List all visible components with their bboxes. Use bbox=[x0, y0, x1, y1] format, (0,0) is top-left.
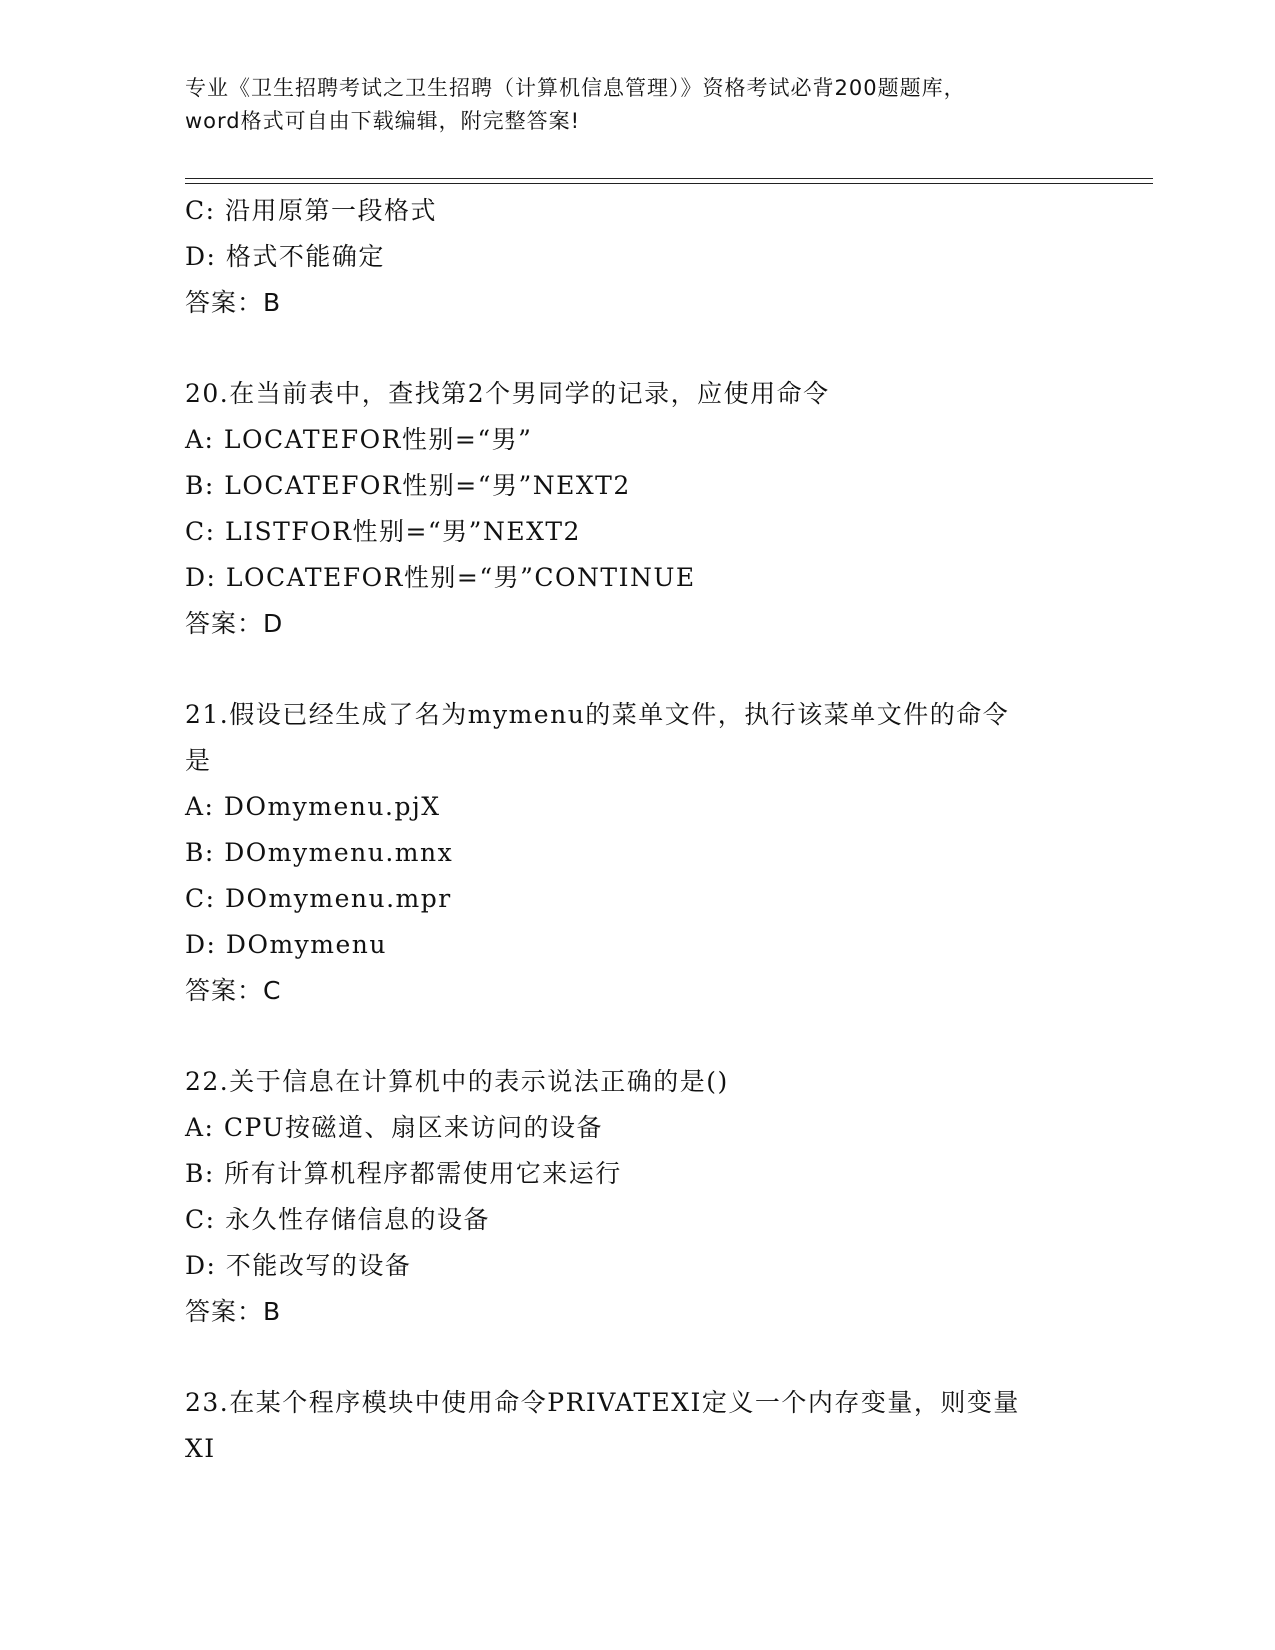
option-d: D: DOmymenu bbox=[185, 930, 387, 959]
question-stem: 22.关于信息在计算机中的表示说法正确的是() bbox=[185, 1067, 729, 1096]
option-b: B: LOCATEFOR性别=“男”NEXT2 bbox=[185, 471, 631, 500]
option-d: D: 格式不能确定 bbox=[185, 242, 385, 271]
question-stem-line-1: 23.在某个程序模块中使用命令PRIVATEXI定义一个内存变量，则变量 bbox=[185, 1388, 1020, 1417]
header-title-line-1: 专业《卫生招聘考试之卫生招聘（计算机信息管理）》资格考试必背200题题库， bbox=[185, 76, 966, 100]
answer-line: 答案：B bbox=[185, 1297, 282, 1326]
option-c: C: DOmymenu.mpr bbox=[185, 884, 452, 913]
option-d: D: LOCATEFOR性别=“男”CONTINUE bbox=[185, 563, 696, 592]
answer-line: 答案：C bbox=[185, 976, 282, 1005]
option-a: A: CPU按磁道、扇区来访问的设备 bbox=[185, 1113, 604, 1142]
option-c: C: 沿用原第一段格式 bbox=[185, 196, 437, 225]
document-header bbox=[185, 72, 1085, 138]
spacer bbox=[185, 1014, 1085, 1059]
question-list bbox=[185, 188, 1085, 1472]
question-stem-line-2: 是 bbox=[185, 746, 212, 775]
spacer bbox=[185, 647, 1085, 692]
header-divider-bottom bbox=[185, 183, 1153, 184]
option-d: D: 不能改写的设备 bbox=[185, 1251, 412, 1280]
question-stem: 20.在当前表中，查找第2个男同学的记录，应使用命令 bbox=[185, 379, 830, 408]
option-a: A: DOmymenu.pjX bbox=[185, 792, 441, 821]
option-a: A: LOCATEFOR性别=“男” bbox=[185, 425, 533, 454]
question-stem-line-1: 21.假设已经生成了名为mymenu的菜单文件，执行该菜单文件的命令 bbox=[185, 700, 1010, 729]
question-stem-line-2: XI bbox=[185, 1434, 216, 1463]
option-b: B: DOmymenu.mnx bbox=[185, 838, 454, 867]
header-divider-top bbox=[185, 178, 1153, 179]
answer-line: 答案：D bbox=[185, 609, 284, 638]
option-b: B: 所有计算机程序都需使用它来运行 bbox=[185, 1159, 622, 1188]
option-c: C: 永久性存储信息的设备 bbox=[185, 1205, 490, 1234]
spacer bbox=[185, 1335, 1085, 1380]
spacer bbox=[185, 326, 1085, 371]
option-c: C: LISTFOR性别=“男”NEXT2 bbox=[185, 517, 581, 546]
answer-line: 答案：B bbox=[185, 288, 282, 317]
header-title-line-2: word格式可自由下载编辑，附完整答案! bbox=[185, 109, 581, 133]
